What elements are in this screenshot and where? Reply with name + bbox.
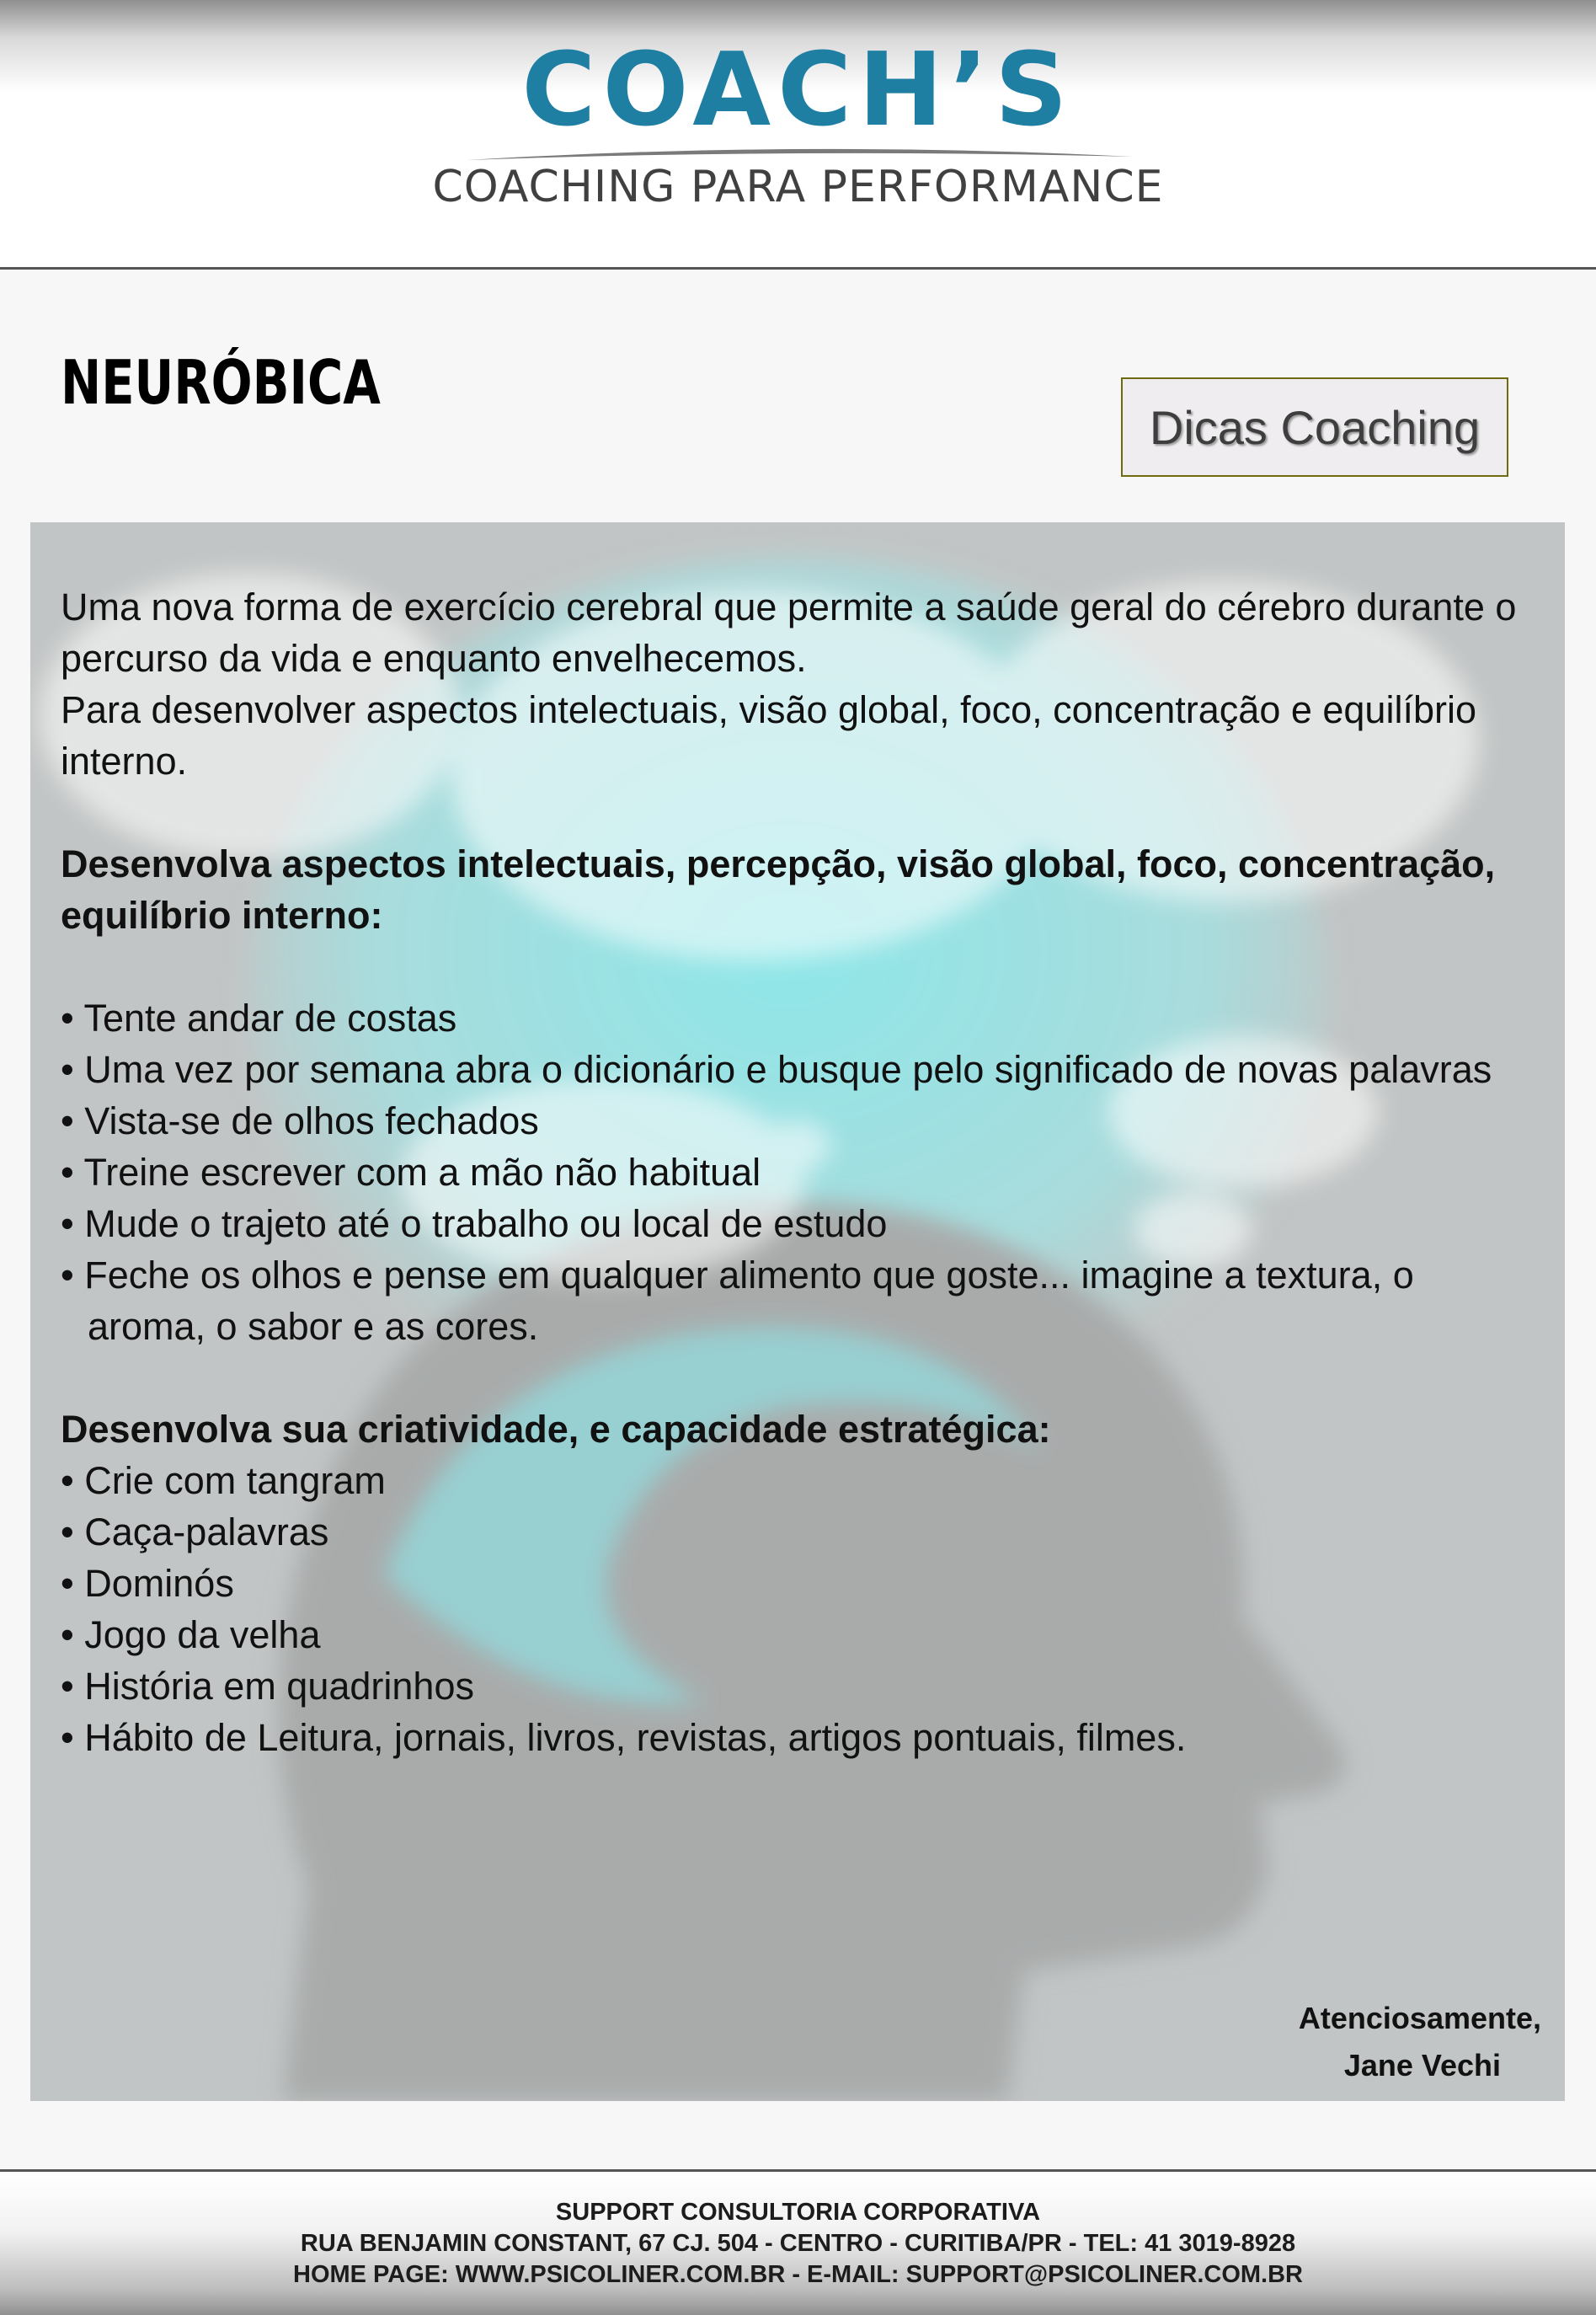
intro-paragraph-1: Uma nova forma de exercício cerebral que permite a saúde geral do cérebro durante o percurso da vida e enquanto envelhecemos.	[61, 585, 1517, 680]
logo-swoosh	[467, 145, 1133, 163]
logo-subtitle: COACHING PARA PERFORMANCE	[432, 162, 1164, 212]
list-item: • Vista-se de olhos fechados	[61, 1099, 539, 1142]
footer-company: SUPPORT CONSULTORIA CORPORATIVA	[555, 2199, 1041, 2226]
list-item: • Caça-palavras	[61, 1510, 329, 1553]
footer-contact: HOME PAGE: WWW.PSICOLINER.COM.BR - E-MAIL: SUPPORT@PSICOLINER.COM.BR	[293, 2261, 1303, 2288]
section-heading-creativity: Desenvolva sua criatividade, e capacidade estratégica:	[61, 1408, 1051, 1451]
list-item: • Dominós	[61, 1562, 234, 1605]
list-item: • Feche os olhos e pense em qualquer alimento que goste... imagine a textura, o aroma, o sabor e as cores.	[61, 1254, 1414, 1348]
list-item: • Uma vez por semana abra o dicionário e busque pelo significado de novas palavras	[61, 1048, 1492, 1091]
author-name: Jane Vechi	[1343, 2048, 1501, 2082]
page-header	[0, 0, 1596, 270]
closing-text: Atenciosamente,	[1298, 2001, 1541, 2035]
signoff	[1299, 1995, 1541, 2089]
intellect-tips-list	[61, 992, 1526, 1352]
intro-paragraph-2: Para desenvolver aspectos intelectuais, visão global, foco, concentração e equilíbrio interno.	[61, 688, 1476, 783]
list-item: • História em quadrinhos	[61, 1665, 474, 1708]
logo-title: COACH’S	[521, 32, 1075, 149]
footer-address: RUA BENJAMIN CONSTANT, 67 CJ. 504 - CENTRO - CURITIBA/PR - TEL: 41 3019-8928	[300, 2230, 1296, 2257]
tips-badge: Dicas Coaching	[1121, 377, 1508, 477]
list-item: • Mude o trajeto até o trabalho ou local de estudo	[61, 1202, 888, 1245]
list-item: • Hábito de Leitura, jornais, livros, revistas, artigos pontuais, filmes.	[61, 1716, 1187, 1759]
list-item: • Crie com tangram	[61, 1459, 386, 1502]
list-item: • Jogo da velha	[61, 1613, 321, 1656]
list-item: • Tente andar de costas	[61, 997, 457, 1040]
page-footer	[0, 2169, 1596, 2315]
creativity-tips-list	[61, 1455, 1526, 1763]
content-panel	[30, 522, 1565, 2101]
article-body	[61, 581, 1526, 1763]
page-title: NEURÓBICA	[61, 347, 381, 418]
section-heading-intellect: Desenvolva aspectos intelectuais, percepção, visão global, foco, concentração, equilíbrio interno:	[61, 842, 1496, 937]
list-item: • Treine escrever com a mão não habitual	[61, 1151, 761, 1194]
